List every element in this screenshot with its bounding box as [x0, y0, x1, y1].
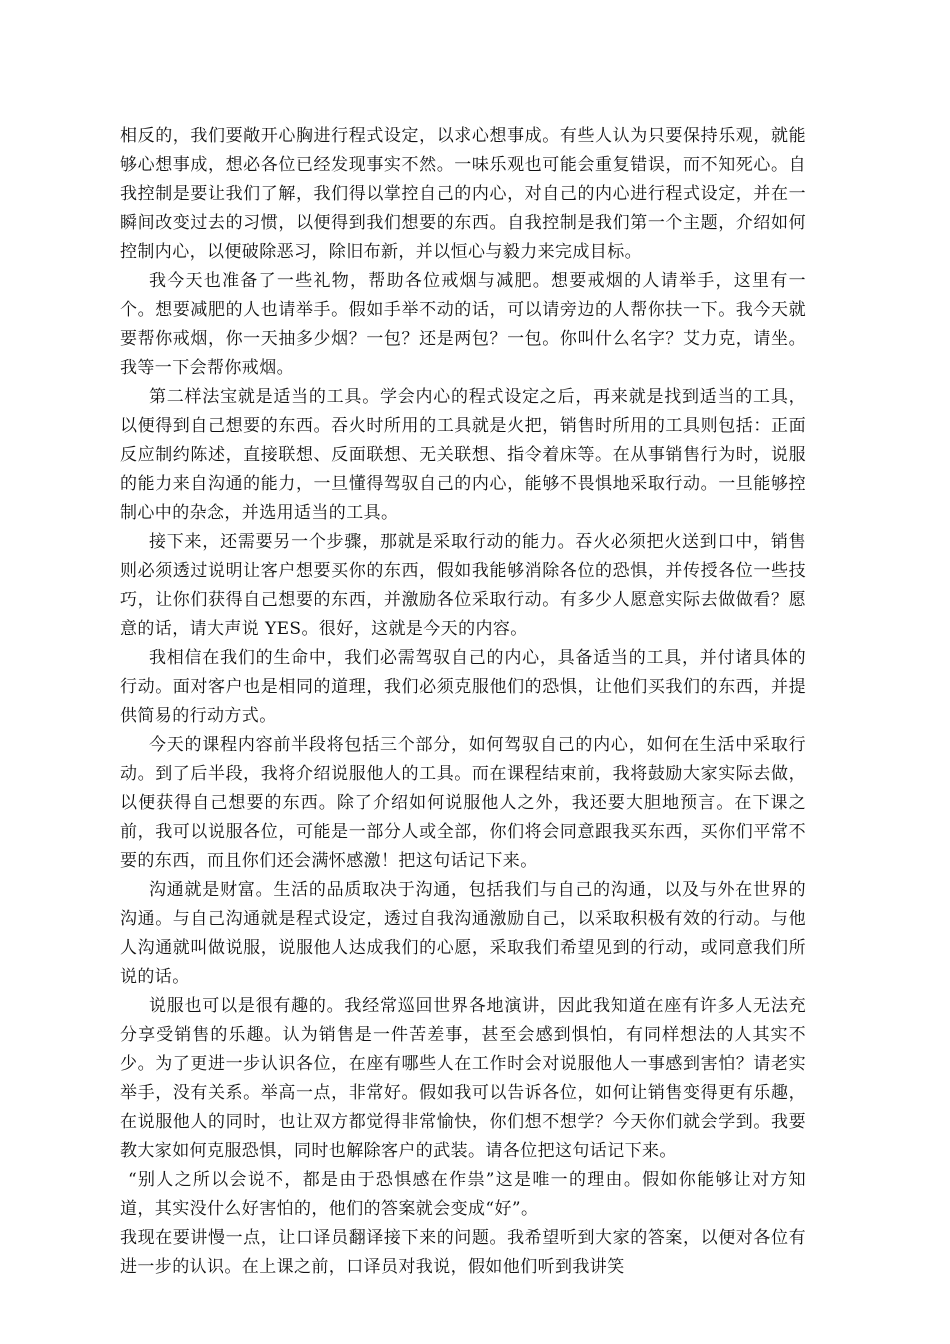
paragraph-9: “别人之所以会说不，都是由于恐惧感在作祟”这是唯一的理由。假如你能够让对方知道，其实没什么好害怕的，他们的答案就会变成“好”。 — [120, 1170, 806, 1219]
paragraph-7: 沟通就是财富。生活的品质取决于沟通，包括我们与自己的沟通，以及与外在世界的沟通。与自己沟通就是程式设定，透过自我沟通激励自己，以采取积极有效的行动。与他人沟通就叫做说服，说服他人达成我们的心愿，采取我们希望见到的行动，或同意我们所说的话。 — [120, 880, 806, 987]
body-text — [120, 122, 806, 1282]
paragraph-3: 第二样法宝就是适当的工具。学会内心的程式设定之后，再来就是找到适当的工具，以便得到自己想要的东西。吞火时所用的工具就是火把，销售时所用的工具则包括：正面反应制约陈述，直接联想、反面联想、无关联想、指令着床等。在从事销售行为时，说服的能力来自沟通的能力，一旦懂得驾驭自己的内心，能够不畏惧地采取行动。一旦能够控制心中的杂念，并选用适当的工具。 — [120, 387, 806, 523]
paragraph-4: 接下来，还需要另一个步骤，那就是采取行动的能力。吞火必须把火送到口中，销售则必须透过说明让客户想要买你的东西，假如我能够消除各位的恐惧，并传授各位一些技巧，让你们获得自己想要的东西，并激励各位采取行动。有多少人愿意实际去做做看？愿意的话，请大声说 YES。很好，这就是今天的内容。 — [120, 532, 806, 639]
paragraph-6: 今天的课程内容前半段将包括三个部分，如何驾驭自己的内心，如何在生活中采取行动。到了后半段，我将介绍说服他人的工具。而在课程结束前，我将鼓励大家实际去做，以便获得自己想要的东西。除了介绍如何说服他人之外，我还要大胆地预言。在下课之前，我可以说服各位，可能是一部分人或全部，你们将会同意跟我买东西，买你们平常不要的东西，而且你们还会满怀感激！把这句话记下来。 — [120, 735, 806, 871]
paragraph-10: 我现在要讲慢一点，让口译员翻译接下来的问题。我希望听到大家的答案，以便对各位有进一步的认识。在上课之前，口译员对我说，假如他们听到我讲笑 — [120, 1228, 806, 1277]
paragraph-5: 我相信在我们的生命中，我们必需驾驭自己的内心，具备适当的工具，并付诸具体的行动。面对客户也是相同的道理，我们必须克服他们的恐惧，让他们买我们的东西，并提供简易的行动方式。 — [120, 648, 806, 726]
paragraph-1: 相反的，我们要敞开心胸进行程式设定，以求心想事成。有些人认为只要保持乐观，就能够心想事成，想必各位已经发现事实不然。一味乐观也可能会重复错误，而不知死心。自我控制是要让我们了解，我们得以掌控自己的内心，对自己的内心进行程式设定，并在一瞬间改变过去的习惯，以便得到我们想要的东西。自我控制是我们第一个主题，介绍如何控制内心，以便破除恶习，除旧布新，并以恒心与毅力来完成目标。 — [120, 126, 806, 262]
paragraph-8: 说服也可以是很有趣的。我经常巡回世界各地演讲，因此我知道在座有许多人无法充分享受销售的乐趣。认为销售是一件苦差事，甚至会感到惧怕，有同样想法的人其实不少。为了更进一步认识各位，在座有哪些人在工作时会对说服他人一事感到害怕？请老实举手，没有关系。举高一点，非常好。假如我可以告诉各位，如何让销售变得更有乐趣，在说服他人的同时，也让双方都觉得非常愉快，你们想不想学？今天你们就会学到。我要教大家如何克服恐惧，同时也解除客户的武装。请各位把这句话记下来。 — [120, 996, 806, 1161]
paragraph-2: 我今天也准备了一些礼物，帮助各位戒烟与减肥。想要戒烟的人请举手，这里有一个。想要减肥的人也请举手。假如手举不动的话，可以请旁边的人帮你扶一下。我今天就要帮你戒烟，你一天抽多少烟？一包？还是两包？一包。你叫什么名字？艾力克，请坐。我等一下会帮你戒烟。 — [120, 271, 806, 378]
